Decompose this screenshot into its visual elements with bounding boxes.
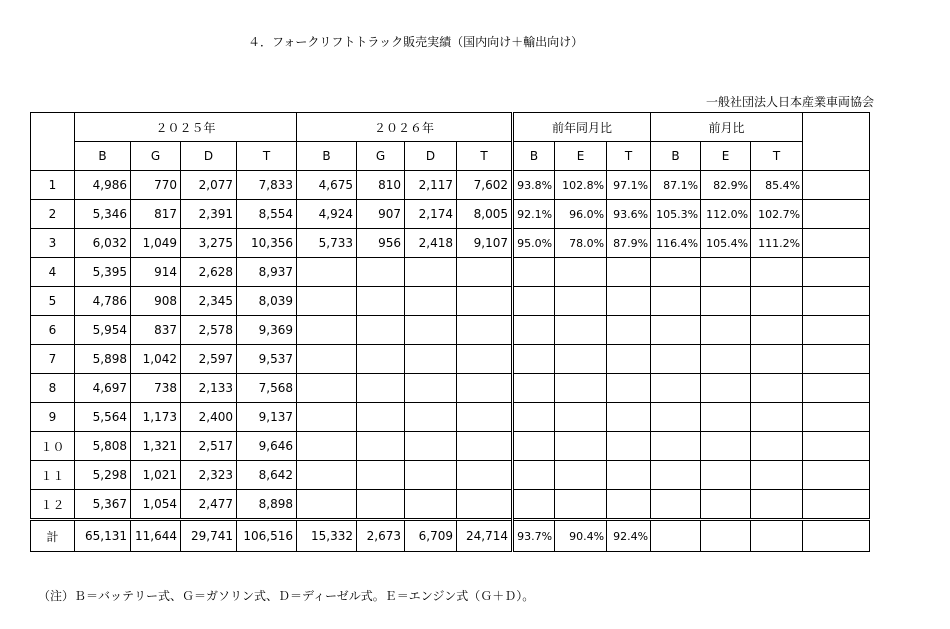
cell-2025: 2,578 bbox=[181, 316, 237, 345]
cell-2025: 6,032 bbox=[75, 229, 131, 258]
cell-2025: 7,568 bbox=[237, 374, 297, 403]
cell-mom: 116.4% bbox=[651, 229, 701, 258]
cell-mom bbox=[651, 490, 701, 520]
cell-yoy bbox=[513, 490, 555, 520]
header-year-2025: ２０２５年 bbox=[75, 113, 297, 142]
corner-cell bbox=[31, 113, 75, 171]
cell-yoy: 93.6% bbox=[607, 200, 651, 229]
cell-yoy: 97.1% bbox=[607, 171, 651, 200]
month-label: 4 bbox=[31, 258, 75, 287]
cell-mom bbox=[701, 520, 751, 552]
cell-2026: 9,107 bbox=[457, 229, 513, 258]
header-mom: 前月比 bbox=[651, 113, 803, 142]
cell-2026: 907 bbox=[357, 200, 405, 229]
cell-blank bbox=[803, 171, 870, 200]
cell-2026 bbox=[457, 316, 513, 345]
cell-yoy bbox=[607, 432, 651, 461]
cell-2025: 5,954 bbox=[75, 316, 131, 345]
total-row bbox=[31, 520, 870, 552]
cell-yoy bbox=[607, 316, 651, 345]
cell-2025: 106,516 bbox=[237, 520, 297, 552]
cell-2025: 1,173 bbox=[131, 403, 181, 432]
cell-yoy: 96.0% bbox=[555, 200, 607, 229]
cell-mom bbox=[751, 374, 803, 403]
cell-yoy: 95.0% bbox=[513, 229, 555, 258]
col-header-t: T bbox=[607, 142, 651, 171]
cell-blank bbox=[803, 403, 870, 432]
sales-table bbox=[30, 112, 870, 552]
cell-blank bbox=[803, 200, 870, 229]
total-label: 計 bbox=[31, 520, 75, 552]
cell-2025: 5,898 bbox=[75, 345, 131, 374]
cell-yoy: 90.4% bbox=[555, 520, 607, 552]
col-header-b: B bbox=[651, 142, 701, 171]
cell-2026 bbox=[405, 345, 457, 374]
cell-2026: 7,602 bbox=[457, 171, 513, 200]
month-label: 5 bbox=[31, 287, 75, 316]
cell-2026 bbox=[297, 316, 357, 345]
cell-mom bbox=[701, 316, 751, 345]
cell-2026: 4,675 bbox=[297, 171, 357, 200]
cell-2026 bbox=[357, 374, 405, 403]
table-row bbox=[31, 287, 870, 316]
cell-2026 bbox=[457, 287, 513, 316]
cell-2025: 770 bbox=[131, 171, 181, 200]
cell-yoy bbox=[607, 461, 651, 490]
table-row bbox=[31, 229, 870, 258]
header-year-2026: ２０２６年 bbox=[297, 113, 513, 142]
table-row bbox=[31, 200, 870, 229]
cell-blank bbox=[803, 316, 870, 345]
cell-mom bbox=[651, 374, 701, 403]
table-row bbox=[31, 461, 870, 490]
cell-mom bbox=[651, 403, 701, 432]
month-label: 1 bbox=[31, 171, 75, 200]
cell-mom: 105.4% bbox=[701, 229, 751, 258]
cell-2026: 2,673 bbox=[357, 520, 405, 552]
col-header-g: G bbox=[131, 142, 181, 171]
cell-2025: 2,391 bbox=[181, 200, 237, 229]
cell-2026: 2,117 bbox=[405, 171, 457, 200]
table-row bbox=[31, 316, 870, 345]
cell-yoy bbox=[607, 258, 651, 287]
cell-2026 bbox=[405, 403, 457, 432]
cell-blank bbox=[803, 345, 870, 374]
cell-2026: 810 bbox=[357, 171, 405, 200]
cell-mom bbox=[651, 461, 701, 490]
cell-mom bbox=[651, 345, 701, 374]
cell-2025: 1,321 bbox=[131, 432, 181, 461]
cell-2026: 8,005 bbox=[457, 200, 513, 229]
cell-2025: 9,369 bbox=[237, 316, 297, 345]
cell-yoy: 78.0% bbox=[555, 229, 607, 258]
cell-2025: 4,786 bbox=[75, 287, 131, 316]
cell-mom bbox=[701, 490, 751, 520]
cell-blank bbox=[803, 374, 870, 403]
cell-2026 bbox=[297, 374, 357, 403]
cell-2026 bbox=[357, 258, 405, 287]
cell-yoy bbox=[513, 461, 555, 490]
cell-2025: 1,049 bbox=[131, 229, 181, 258]
cell-mom: 112.0% bbox=[701, 200, 751, 229]
cell-yoy bbox=[555, 316, 607, 345]
cell-2026: 15,332 bbox=[297, 520, 357, 552]
header-row-years bbox=[31, 113, 870, 142]
cell-2025: 2,517 bbox=[181, 432, 237, 461]
cell-yoy bbox=[555, 374, 607, 403]
cell-2025: 8,898 bbox=[237, 490, 297, 520]
cell-mom bbox=[651, 258, 701, 287]
cell-2025: 5,367 bbox=[75, 490, 131, 520]
cell-2025: 8,039 bbox=[237, 287, 297, 316]
cell-2026 bbox=[457, 258, 513, 287]
cell-2026 bbox=[297, 287, 357, 316]
cell-2026 bbox=[405, 432, 457, 461]
cell-2026 bbox=[457, 345, 513, 374]
cell-2025: 738 bbox=[131, 374, 181, 403]
month-label: 2 bbox=[31, 200, 75, 229]
cell-blank bbox=[803, 461, 870, 490]
cell-2025: 8,554 bbox=[237, 200, 297, 229]
col-header-b: B bbox=[297, 142, 357, 171]
cell-2026 bbox=[297, 345, 357, 374]
col-header-t: T bbox=[237, 142, 297, 171]
page-title: ４．フォークリフトトラック販売実績（国内向け＋輸出向け） bbox=[248, 35, 584, 49]
cell-blank bbox=[803, 287, 870, 316]
col-header-e: E bbox=[701, 142, 751, 171]
cell-mom bbox=[651, 520, 701, 552]
cell-2026 bbox=[297, 432, 357, 461]
cell-2025: 8,937 bbox=[237, 258, 297, 287]
cell-2025: 1,021 bbox=[131, 461, 181, 490]
cell-2026 bbox=[357, 432, 405, 461]
cell-2025: 5,808 bbox=[75, 432, 131, 461]
table-row bbox=[31, 345, 870, 374]
cell-2025: 10,356 bbox=[237, 229, 297, 258]
cell-2026 bbox=[405, 287, 457, 316]
cell-2025: 817 bbox=[131, 200, 181, 229]
cell-mom bbox=[651, 287, 701, 316]
cell-blank bbox=[803, 490, 870, 520]
cell-2025: 1,054 bbox=[131, 490, 181, 520]
cell-yoy bbox=[607, 403, 651, 432]
month-label: 8 bbox=[31, 374, 75, 403]
cell-yoy bbox=[513, 258, 555, 287]
cell-2025: 5,298 bbox=[75, 461, 131, 490]
cell-mom bbox=[751, 258, 803, 287]
table-row bbox=[31, 403, 870, 432]
cell-2026 bbox=[457, 432, 513, 461]
cell-yoy: 93.7% bbox=[513, 520, 555, 552]
cell-mom: 102.7% bbox=[751, 200, 803, 229]
cell-2026 bbox=[357, 461, 405, 490]
cell-2025: 4,697 bbox=[75, 374, 131, 403]
cell-2026 bbox=[357, 345, 405, 374]
cell-yoy bbox=[607, 345, 651, 374]
cell-mom bbox=[701, 258, 751, 287]
col-header-b: B bbox=[75, 142, 131, 171]
cell-yoy bbox=[555, 258, 607, 287]
cell-2025: 837 bbox=[131, 316, 181, 345]
cell-yoy: 92.4% bbox=[607, 520, 651, 552]
col-header-e: E bbox=[555, 142, 607, 171]
cell-2025: 2,400 bbox=[181, 403, 237, 432]
col-header-d: D bbox=[405, 142, 457, 171]
cell-blank bbox=[803, 520, 870, 552]
cell-2026 bbox=[297, 403, 357, 432]
col-header-t: T bbox=[751, 142, 803, 171]
cell-mom: 85.4% bbox=[751, 171, 803, 200]
organization-name: 一般社団法人日本産業車両協会 bbox=[705, 95, 874, 109]
cell-yoy bbox=[555, 490, 607, 520]
cell-mom bbox=[751, 520, 803, 552]
cell-blank bbox=[803, 432, 870, 461]
cell-2025: 3,275 bbox=[181, 229, 237, 258]
cell-2026: 2,418 bbox=[405, 229, 457, 258]
table-row bbox=[31, 432, 870, 461]
cell-2026 bbox=[405, 490, 457, 520]
cell-2025: 2,077 bbox=[181, 171, 237, 200]
cell-yoy bbox=[555, 461, 607, 490]
month-label: １０ bbox=[31, 432, 75, 461]
cell-mom bbox=[701, 403, 751, 432]
cell-mom: 105.3% bbox=[651, 200, 701, 229]
cell-2025: 9,646 bbox=[237, 432, 297, 461]
header-yoy: 前年同月比 bbox=[513, 113, 651, 142]
cell-2026 bbox=[405, 374, 457, 403]
cell-2025: 2,345 bbox=[181, 287, 237, 316]
table-row bbox=[31, 374, 870, 403]
month-label: 9 bbox=[31, 403, 75, 432]
cell-yoy bbox=[555, 345, 607, 374]
cell-2025: 2,323 bbox=[181, 461, 237, 490]
cell-yoy bbox=[555, 403, 607, 432]
cell-2025: 1,042 bbox=[131, 345, 181, 374]
blank-column-header bbox=[803, 113, 870, 171]
col-header-g: G bbox=[357, 142, 405, 171]
month-label: １１ bbox=[31, 461, 75, 490]
table-row bbox=[31, 258, 870, 287]
cell-yoy bbox=[555, 432, 607, 461]
cell-2026 bbox=[405, 258, 457, 287]
cell-2026: 24,714 bbox=[457, 520, 513, 552]
cell-mom bbox=[701, 287, 751, 316]
cell-2025: 29,741 bbox=[181, 520, 237, 552]
cell-2025: 5,564 bbox=[75, 403, 131, 432]
cell-mom bbox=[751, 287, 803, 316]
cell-2026 bbox=[357, 316, 405, 345]
cell-blank bbox=[803, 258, 870, 287]
cell-2026 bbox=[457, 403, 513, 432]
cell-2026 bbox=[357, 490, 405, 520]
cell-mom bbox=[751, 432, 803, 461]
cell-yoy: 87.9% bbox=[607, 229, 651, 258]
cell-2025: 5,395 bbox=[75, 258, 131, 287]
cell-2025: 2,597 bbox=[181, 345, 237, 374]
cell-mom bbox=[751, 345, 803, 374]
cell-2026 bbox=[357, 403, 405, 432]
cell-2026: 5,733 bbox=[297, 229, 357, 258]
cell-2025: 65,131 bbox=[75, 520, 131, 552]
col-header-b: B bbox=[513, 142, 555, 171]
cell-yoy bbox=[513, 345, 555, 374]
cell-2026: 6,709 bbox=[405, 520, 457, 552]
cell-2026 bbox=[457, 490, 513, 520]
cell-mom bbox=[701, 345, 751, 374]
header-row-types bbox=[31, 142, 870, 171]
cell-2025: 2,628 bbox=[181, 258, 237, 287]
month-label: 3 bbox=[31, 229, 75, 258]
cell-mom: 87.1% bbox=[651, 171, 701, 200]
cell-2025: 5,346 bbox=[75, 200, 131, 229]
cell-yoy bbox=[513, 432, 555, 461]
cell-2026 bbox=[405, 316, 457, 345]
cell-2025: 4,986 bbox=[75, 171, 131, 200]
footnote: （注）Ｂ＝バッテリー式、Ｇ＝ガソリン式、Ｄ＝ディーゼル式。Ｅ＝エンジン式（Ｇ＋Ｄ）。 bbox=[38, 589, 535, 603]
cell-2026 bbox=[297, 490, 357, 520]
cell-mom bbox=[651, 316, 701, 345]
cell-yoy bbox=[607, 490, 651, 520]
col-header-t: T bbox=[457, 142, 513, 171]
cell-2026: 4,924 bbox=[297, 200, 357, 229]
cell-2026 bbox=[297, 461, 357, 490]
cell-mom bbox=[701, 461, 751, 490]
cell-2025: 8,642 bbox=[237, 461, 297, 490]
cell-2025: 914 bbox=[131, 258, 181, 287]
cell-yoy bbox=[513, 316, 555, 345]
table-row bbox=[31, 171, 870, 200]
cell-2026 bbox=[297, 258, 357, 287]
cell-2026 bbox=[357, 287, 405, 316]
cell-mom bbox=[751, 403, 803, 432]
cell-2025: 9,537 bbox=[237, 345, 297, 374]
cell-yoy bbox=[607, 374, 651, 403]
cell-blank bbox=[803, 229, 870, 258]
cell-mom bbox=[751, 461, 803, 490]
cell-yoy bbox=[513, 403, 555, 432]
cell-yoy: 92.1% bbox=[513, 200, 555, 229]
cell-2025: 7,833 bbox=[237, 171, 297, 200]
cell-mom: 82.9% bbox=[701, 171, 751, 200]
month-label: １２ bbox=[31, 490, 75, 520]
col-header-d: D bbox=[181, 142, 237, 171]
cell-2025: 908 bbox=[131, 287, 181, 316]
cell-mom bbox=[701, 374, 751, 403]
cell-mom bbox=[751, 316, 803, 345]
cell-2025: 2,133 bbox=[181, 374, 237, 403]
cell-2025: 2,477 bbox=[181, 490, 237, 520]
month-label: 6 bbox=[31, 316, 75, 345]
cell-2025: 11,644 bbox=[131, 520, 181, 552]
cell-2026: 956 bbox=[357, 229, 405, 258]
cell-yoy bbox=[513, 287, 555, 316]
cell-yoy: 93.8% bbox=[513, 171, 555, 200]
cell-2026 bbox=[457, 461, 513, 490]
cell-2026: 2,174 bbox=[405, 200, 457, 229]
month-label: 7 bbox=[31, 345, 75, 374]
cell-yoy bbox=[513, 374, 555, 403]
cell-mom bbox=[701, 432, 751, 461]
cell-mom bbox=[651, 432, 701, 461]
cell-2026 bbox=[405, 461, 457, 490]
cell-mom bbox=[751, 490, 803, 520]
cell-2025: 9,137 bbox=[237, 403, 297, 432]
cell-yoy: 102.8% bbox=[555, 171, 607, 200]
cell-yoy bbox=[555, 287, 607, 316]
table-row bbox=[31, 490, 870, 520]
cell-mom: 111.2% bbox=[751, 229, 803, 258]
cell-2026 bbox=[457, 374, 513, 403]
cell-yoy bbox=[607, 287, 651, 316]
